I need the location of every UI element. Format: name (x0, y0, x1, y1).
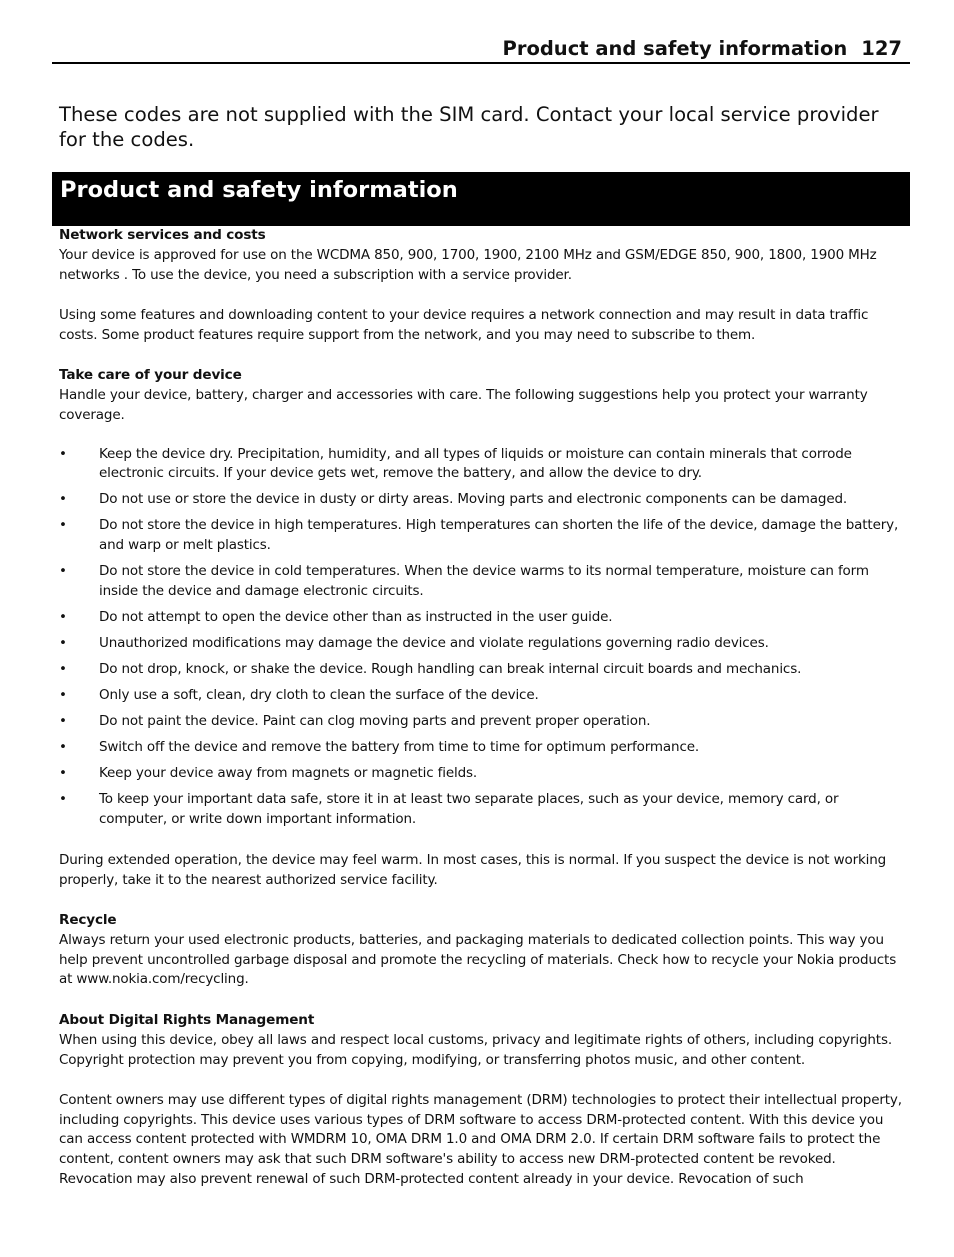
list-item: • Do not drop, knock, or shake the device. Rough handling can break internal circuit boards and mechanics. (59, 660, 908, 680)
care-paragraph-2: During extended operation, the device may feel warm. In most cases, this is normal. If you suspect the device is not working properly, take it to the nearest authorized service facility. (59, 852, 887, 888)
list-item: • Keep the device dry. Precipitation, humidity, and all types of liquids or moisture can contain minerals that corrode electronic circuits. If your device gets wet, remove the battery, and allow the device to dry. (59, 445, 852, 482)
body-content (59, 225, 908, 1189)
bullet-marker: • (59, 687, 67, 703)
running-header-title: Product and safety information (502, 37, 848, 60)
list-item: • Unauthorized modifications may damage the device and violate regulations governing radio devices. (59, 634, 908, 654)
network-paragraph-1: Your device is approved for use on the WCDMA 850, 900, 1700, 1900, 2100 MHz and GSM/EDGE 850, 900, 1800, 1900 MHz networks . To use the device, you need a subscription with a service provider. (59, 247, 877, 283)
heading-recycle: Recycle (59, 912, 117, 929)
bullet-marker: • (59, 791, 67, 808)
intro-paragraph: These codes are not supplied with the SIM card. Contact your local service provider for the codes. (59, 103, 879, 151)
bullet-marker: • (59, 739, 67, 756)
page-number: 127 (861, 37, 902, 60)
list-item: • Do not attempt to open the device other than as instructed in the user guide. (59, 608, 908, 628)
bullet-marker: • (59, 660, 67, 677)
list-item: • Do not paint the device. Paint can clog moving parts and prevent proper operation. (59, 712, 908, 732)
bullet-marker: • (59, 563, 67, 580)
network-paragraph-2: Using some features and downloading content to your device requires a network connection and may result in data traffic costs. Some product features require support from the network, and you may need to subscribe to them. (59, 307, 869, 343)
list-item: • Do not use or store the device in dusty or dirty areas. Moving parts and electronic components can be damaged. (59, 490, 908, 510)
bullet-marker: • (59, 765, 67, 782)
list-item: • To keep your important data safe, store it in at least two separate places, such as your device, memory card, or computer, or write down important information. (59, 791, 839, 827)
bullet-marker: • (59, 517, 67, 534)
list-item: • Do not store the device in high temperatures. High temperatures can shorten the life of the device, damage the battery, and warp or melt plastics. (59, 517, 899, 553)
heading-take-care: Take care of your device (59, 367, 242, 384)
bullet-marker: • (59, 713, 67, 730)
list-item: • Keep your device away from magnets or magnetic fields. (59, 764, 908, 784)
section-title-banner (52, 172, 910, 226)
care-bullet-list (59, 445, 908, 830)
list-item: • Switch off the device and remove the battery from time to time for optimum performance. (59, 738, 908, 758)
care-paragraph-1: Handle your device, battery, charger and accessories with care. The following suggestions help you protect your warranty coverage. (59, 387, 868, 423)
list-item: • Do not store the device in cold temperatures. When the device warms to its normal temperature, moisture can form inside the device and damage electronic circuits. (59, 563, 869, 599)
bullet-marker: • (59, 491, 67, 508)
heading-network-services: Network services and costs (59, 227, 266, 243)
running-header (52, 36, 910, 64)
bullet-marker: • (59, 608, 67, 625)
heading-drm: About Digital Rights Management (59, 1012, 315, 1029)
section-title: Product and safety information (60, 177, 458, 203)
bullet-marker: • (59, 445, 67, 462)
bullet-marker: • (59, 634, 67, 651)
recycle-paragraph: Always return your used electronic products, batteries, and packaging materials to dedicated collection points. This way you help prevent uncontrolled garbage disposal and promote the recycling of materials. Check how to recycle your Nokia products at www.nokia.com/recycling. (59, 932, 897, 988)
list-item: • Only use a soft, clean, dry cloth to clean the surface of the device. (59, 686, 908, 706)
drm-paragraph-2: Content owners may use different types of digital rights management (DRM) technologies to protect their intellectual property, including copyrights. This device uses various types of DRM software to access DRM-protected content. With this device you can access content protected with WMDRM 10, OMA DRM 1.0 and OMA DRM 2.0. If certain DRM software fails to protect the content, content owners may ask that such DRM software's ability to access new DRM-protected content be revoked. Revocation may also prevent renewal of such DRM-protected content already in your device. Revocation of such (59, 1092, 902, 1187)
drm-paragraph-1: When using this device, obey all laws and respect local customs, privacy and legitimate rights of others, including copyrights. Copyright protection may prevent you from copying, modifying, or transferring photos music, and other content. (59, 1032, 892, 1068)
